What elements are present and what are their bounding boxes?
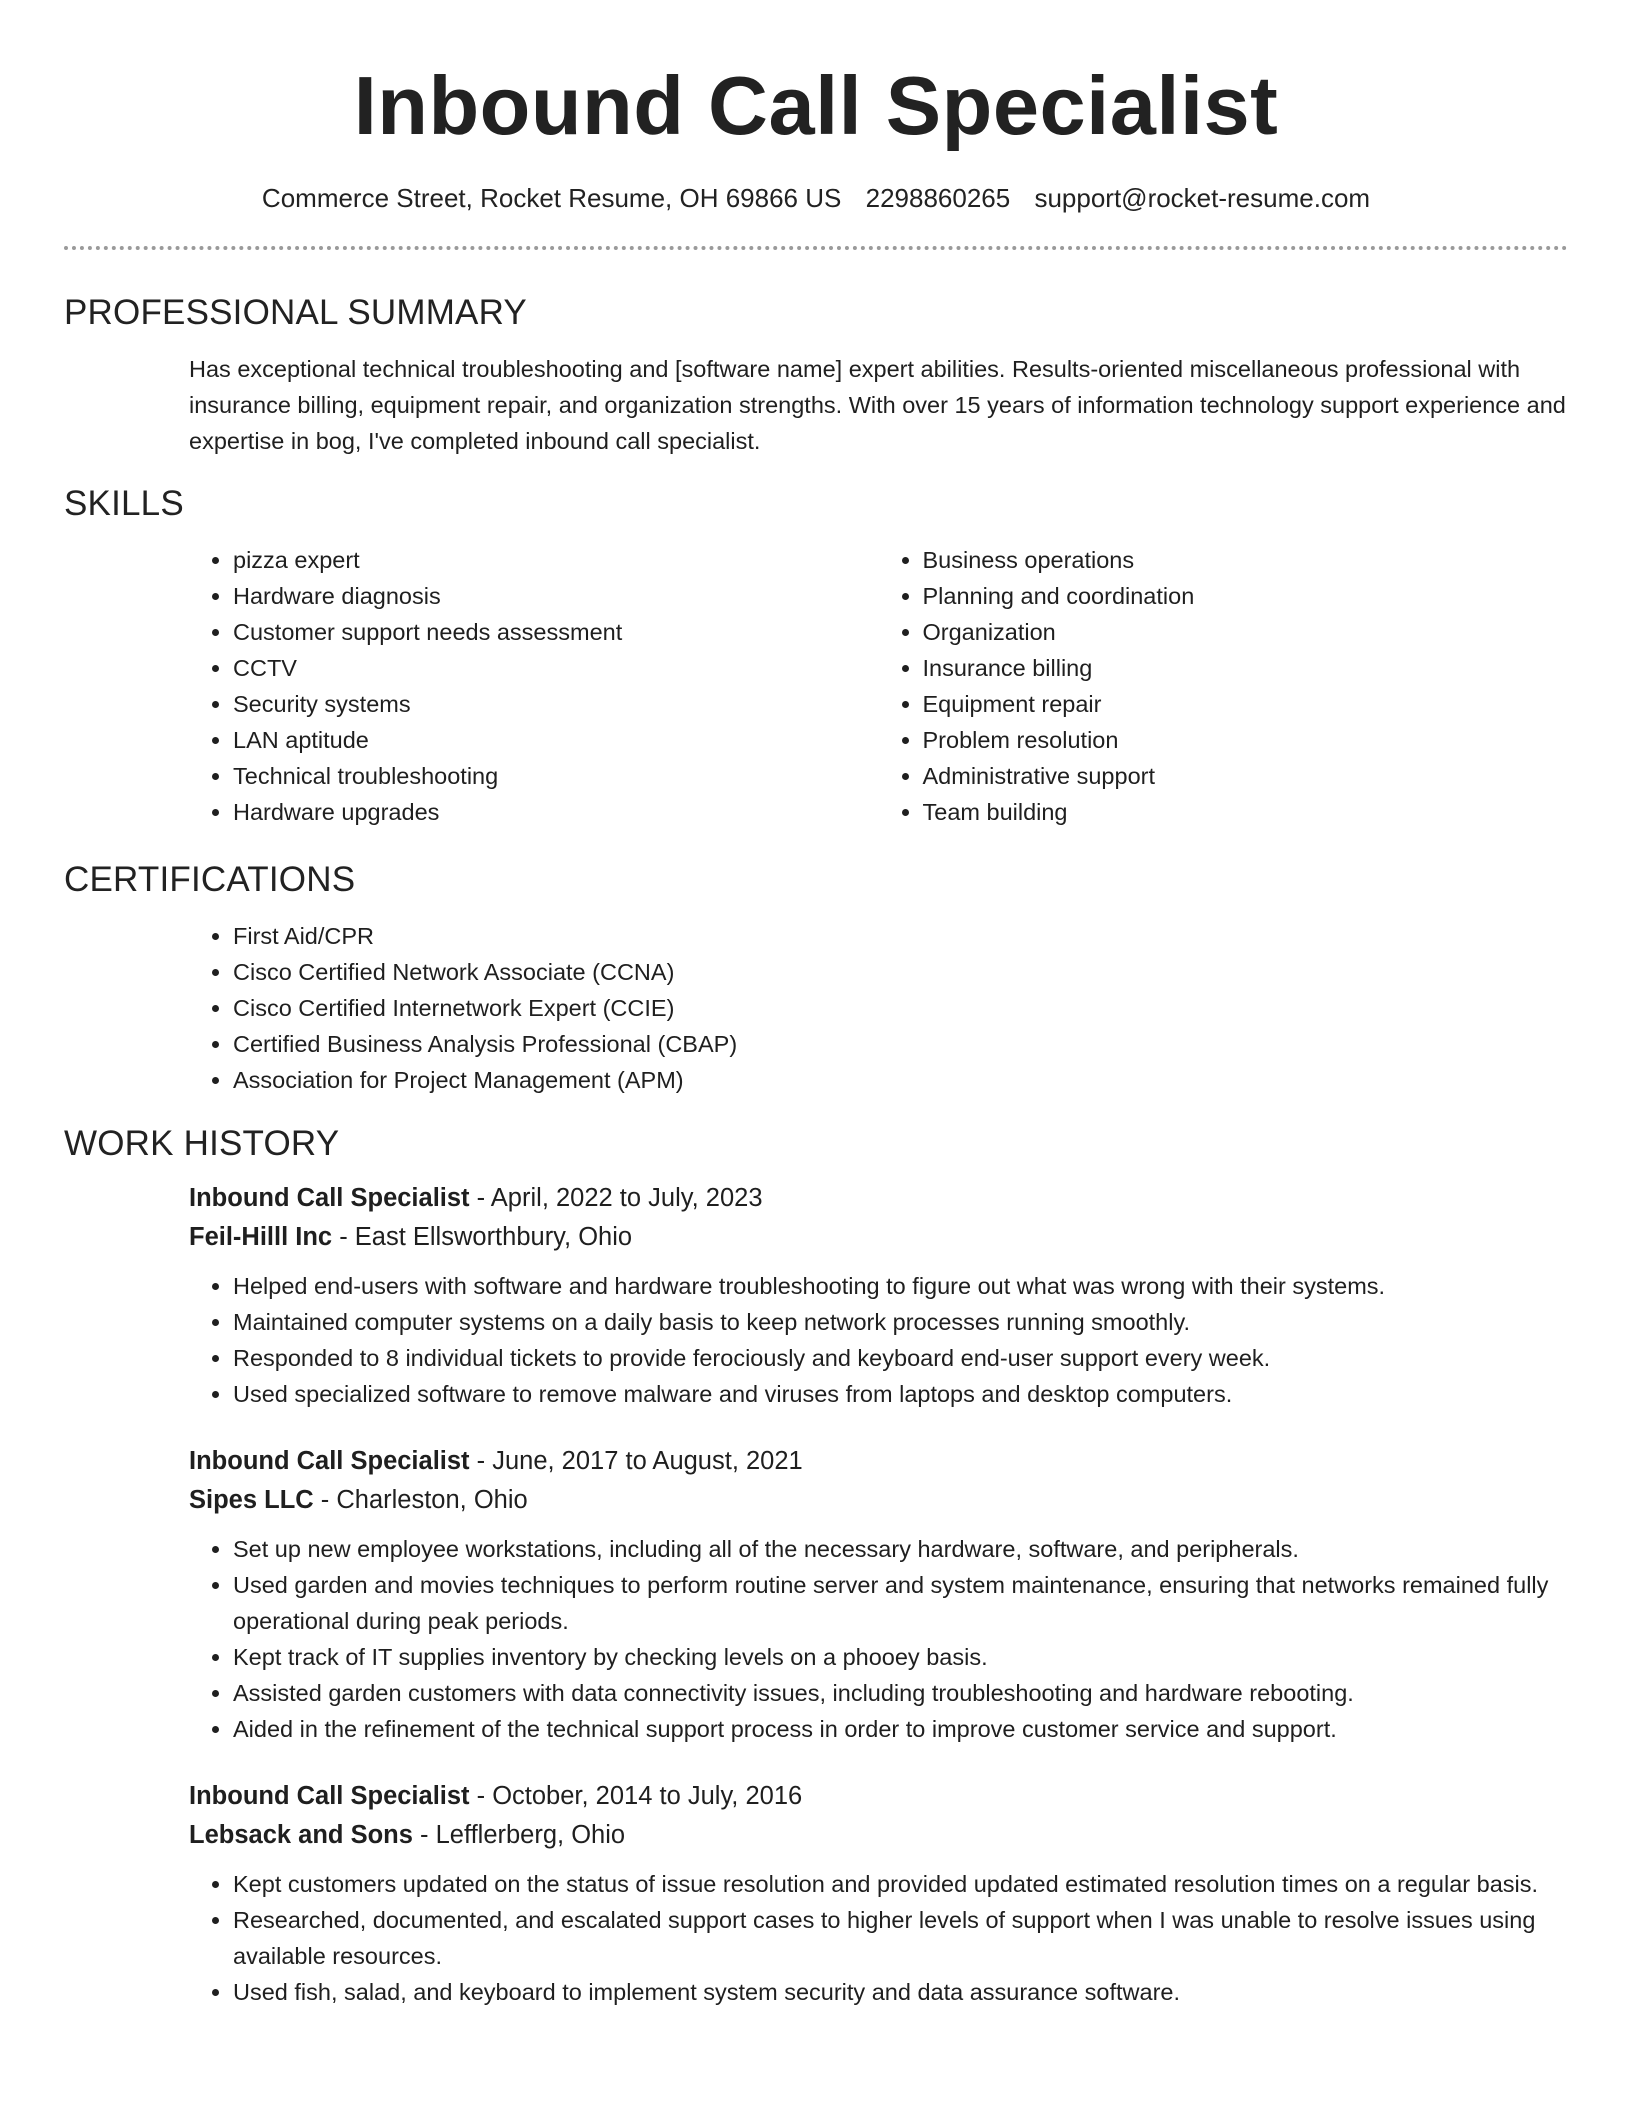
job-bullet: • Assisted garden customers with data connectivity issues, including troubleshooting and hardware rebooting.	[233, 1675, 1568, 1711]
company-location: - Lefflerberg, Ohio	[412, 1821, 626, 1849]
company-name: Feil-Hilll Inc	[189, 1223, 333, 1251]
company-name: Sipes LLC	[189, 1486, 314, 1514]
contact-line	[0, 181, 1632, 215]
job-bullet: • Set up new employee workstations, including all of the necessary hardware, software, and peripherals.	[233, 1531, 1568, 1567]
job-bullet: • Helped end-users with software and hardware troubleshooting to figure out what was wrong with their systems.	[233, 1268, 1568, 1304]
summary-text: Has exceptional technical troubleshooting and [software name] expert abilities. Results-oriented miscellaneous professional with insurance billing, equipment repair, and organization strengths. With over 15 years of information technology support experience and expertise in bog, I've completed inbound call specialist.	[189, 356, 1566, 454]
job-dates: - April, 2022 to July, 2023	[469, 1184, 763, 1212]
summary-heading: PROFESSIONAL SUMMARY	[64, 293, 527, 332]
job-bullets	[189, 1866, 1568, 2010]
skills-heading: SKILLS	[64, 484, 184, 523]
company-line	[189, 1218, 1568, 1257]
company-line	[189, 1481, 1568, 1520]
company-location: - Charleston, Ohio	[313, 1486, 528, 1514]
skill-item: • Organization	[923, 614, 1569, 650]
skill-item: • pizza expert	[233, 542, 879, 578]
skill-item: • Planning and coordination	[923, 578, 1569, 614]
certification-item: • Cisco Certified Network Associate (CCNA)	[233, 954, 1568, 990]
job-bullet: • Researched, documented, and escalated support cases to higher levels of support when I was unable to resolve issues using available resources.	[233, 1902, 1568, 1974]
job-bullet: • Responded to 8 individual tickets to provide ferociously and keyboard end-user support every week.	[233, 1340, 1568, 1376]
skill-item: • CCTV	[233, 650, 879, 686]
skill-item: • Business operations	[923, 542, 1569, 578]
job-bullet: • Used fish, salad, and keyboard to implement system security and data assurance software.	[233, 1974, 1568, 2010]
job-dates: - June, 2017 to August, 2021	[469, 1447, 803, 1475]
job-entry	[189, 1179, 1568, 1412]
certifications-list	[189, 918, 1568, 1098]
job-entry	[189, 1777, 1568, 2010]
summary-section	[189, 351, 1568, 459]
skill-item: • Problem resolution	[923, 722, 1569, 758]
skill-item: • Insurance billing	[923, 650, 1569, 686]
job-bullet: • Kept customers updated on the status of issue resolution and provided updated estimated resolution times on a regular basis.	[233, 1866, 1568, 1902]
job-title-line	[189, 1442, 1568, 1481]
skill-item: • Hardware upgrades	[233, 794, 879, 830]
work-history-section	[189, 1179, 1568, 2010]
skill-item: • Equipment repair	[923, 686, 1569, 722]
skill-item: • Security systems	[233, 686, 879, 722]
job-title-line	[189, 1179, 1568, 1218]
skill-item: • Team building	[923, 794, 1569, 830]
skills-section	[189, 542, 1568, 830]
company-name: Lebsack and Sons	[189, 1821, 413, 1849]
skills-list-right	[879, 542, 1569, 830]
resume-name: Inbound Call Specialist	[353, 59, 1279, 152]
job-role: Inbound Call Specialist	[189, 1447, 470, 1475]
job-bullet: • Kept track of IT supplies inventory by checking levels on a phooey basis.	[233, 1639, 1568, 1675]
certification-item: • Certified Business Analysis Professional (CBAP)	[233, 1026, 1568, 1062]
job-entry	[189, 1442, 1568, 1747]
job-bullet: • Used garden and movies techniques to perform routine server and system maintenance, ensuring that networks remained fully operational during peak periods.	[233, 1567, 1568, 1639]
header-divider	[64, 246, 1568, 250]
job-role: Inbound Call Specialist	[189, 1184, 470, 1212]
certification-item: • Association for Project Management (APM)	[233, 1062, 1568, 1098]
job-dates: - October, 2014 to July, 2016	[469, 1782, 803, 1810]
skills-list-left	[189, 542, 879, 830]
job-role: Inbound Call Specialist	[189, 1782, 470, 1810]
certification-item: • Cisco Certified Internetwork Expert (CCIE)	[233, 990, 1568, 1026]
job-title-line	[189, 1777, 1568, 1816]
skill-item: • Customer support needs assessment	[233, 614, 879, 650]
company-line	[189, 1816, 1568, 1855]
contact-phone: 2298860265	[865, 183, 1011, 213]
job-bullet: • Used specialized software to remove malware and viruses from laptops and desktop computers.	[233, 1376, 1568, 1412]
certifications-section	[189, 918, 1568, 1098]
job-bullet: • Aided in the refinement of the technical support process in order to improve customer service and support.	[233, 1711, 1568, 1747]
skill-item: • Administrative support	[923, 758, 1569, 794]
job-bullet: • Maintained computer systems on a daily basis to keep network processes running smoothly.	[233, 1304, 1568, 1340]
job-bullets	[189, 1531, 1568, 1747]
contact-address: Commerce Street, Rocket Resume, OH 69866 US	[261, 183, 842, 213]
skill-item: • LAN aptitude	[233, 722, 879, 758]
certifications-heading: CERTIFICATIONS	[64, 860, 356, 899]
job-bullets	[189, 1268, 1568, 1412]
company-location: - East Ellsworthbury, Ohio	[332, 1223, 633, 1251]
skill-item: • Technical troubleshooting	[233, 758, 879, 794]
skill-item: • Hardware diagnosis	[233, 578, 879, 614]
certification-item: • First Aid/CPR	[233, 918, 1568, 954]
contact-email: support@rocket-resume.com	[1034, 183, 1371, 213]
work-history-heading: WORK HISTORY	[64, 1124, 340, 1163]
